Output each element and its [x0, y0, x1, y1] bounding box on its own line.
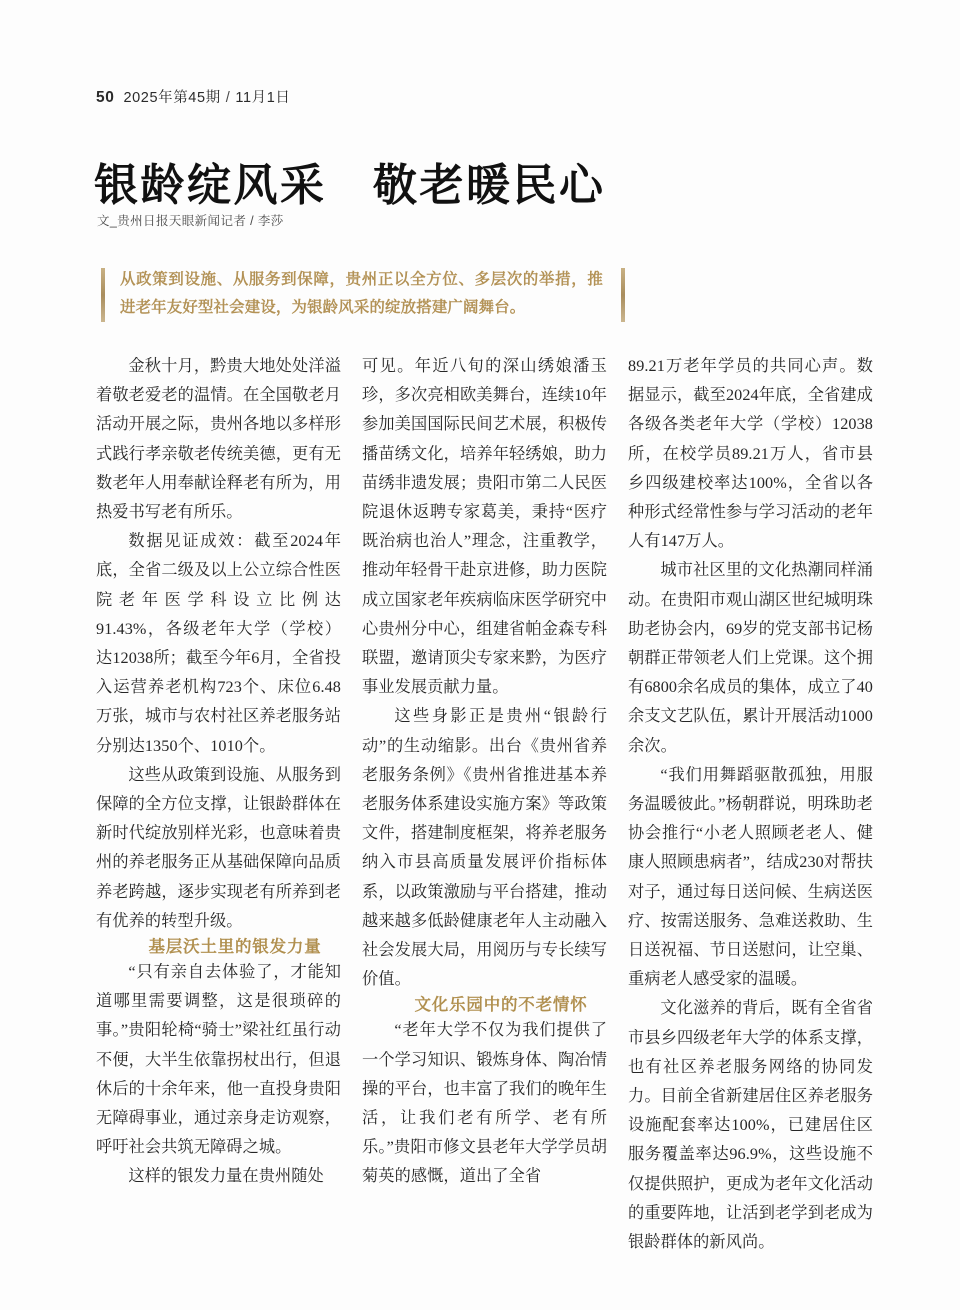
- paragraph: “老年大学不仅为我们提供了一个学习知识、锻炼身体、陶冶情操的平台，也丰富了我们的晚年生活，让我们老有所学、老有所乐。”贵阳市修文县老年大学学员胡菊英的感慨，道出了全省: [362, 1021, 607, 1186]
- running-header: [96, 86, 291, 107]
- paragraph: 城市社区里的文化热潮同样涌动。在贵阳市观山湖区世纪城明珠助老协会内，69岁的党支部书记杨朝群正带领老人们上党课。这个拥有6800余名成员的集体，成立了40余支文艺队伍，累计开展活动1000余次。: [628, 561, 873, 755]
- page-number: 50: [96, 89, 115, 106]
- paragraph: 可见。年近八旬的深山绣娘潘玉珍，多次亮相欧美舞台，连续10年参加美国国际民间艺术展，积极传播苗绣文化，培养年轻绣娘，助力苗绣非遗发展；贵阳市第二人民医院退休返聘专家葛美，秉持“医疗既治病也治人”理念，注重教学，推动年轻骨干赴京进修，助力医院成立国家老年疾病临床医学研究中心贵州分中心，组建省帕金森专科联盟，邀请顶尖专家来黔，为医疗事业发展贡献力量。: [362, 357, 607, 697]
- lead-paragraph: 从政策到设施、从服务到保障，贵州正以全方位、多层次的举措，推进老年友好型社会建设，为银龄风采的绽放搭建广阔舞台。: [120, 271, 603, 316]
- section-subheading: 基层沃土里的银发力量: [148, 938, 322, 957]
- paragraph: 89.21万老年学员的共同心声。数据显示，截至2024年底，全省建成各级各类老年大学（学校）12038所，在校学员89.21万人，省市县乡四级建校率达100%，全省以各种形式经常性参与学习活动的老年人有147万人。: [628, 357, 873, 551]
- header-separator: /: [225, 90, 231, 106]
- lead-rule-right-icon: [621, 268, 625, 322]
- paragraph: 文化滋养的背后，既有全省省市县乡四级老年大学的体系支撑，也有社区养老服务网络的协同发力。目前全省新建居住区养老服务设施配套率达100%，已建居住区服务覆盖率达96.9%，这些设施不仅提供照护，更成为老年文化活动的重要阵地，让活到老学到老成为银龄群体的新风尚。: [628, 999, 873, 1252]
- section-subheading: 文化乐园中的不老情怀: [414, 996, 588, 1015]
- issue-date: 11月1日: [235, 90, 291, 106]
- paragraph: 这样的银发力量在贵州随处: [128, 1167, 324, 1186]
- body-column-2: [362, 352, 607, 1192]
- body-column-3: [628, 352, 873, 1257]
- paragraph: 这些从政策到设施、从服务到保障的全方位支撑，让银龄群体在新时代绽放别样光彩，也意味着贵州的养老服务正从基础保障向品质养老跨越，逐步实现老有所养到老有优养的转型升级。: [96, 765, 341, 930]
- paragraph: 这些身影正是贵州“银龄行动”的生动缩影。出台《贵州省养老服务条例》《贵州省推进基本养老服务体系建设实施方案》等政策文件，搭建制度框架，将养老服务纳入市县高质量发展评价指标体系，以政策激励与平台搭建，推动越来越多低龄健康老年人主动融入社会发展大局，用阅历与专长续写价值。: [362, 707, 607, 989]
- lead-paragraph-block: [101, 266, 625, 324]
- byline: 文_贵州日报天眼新闻记者 / 李莎: [97, 214, 284, 228]
- lead-rule-left-icon: [101, 268, 105, 322]
- page-title: 银龄绽风采 敬老暖民心: [94, 161, 606, 211]
- paragraph: “只有亲自去体验了，才能知道哪里需要调整，这是很琐碎的事。”贵阳轮椅“骑士”梁社红虽行动不便，大半生依靠拐杖出行，但退休后的十余年来，他一直投身贵阳无障碍事业，通过亲身走访观察，呼吁社会共筑无障碍之城。: [96, 963, 341, 1157]
- paragraph: 数据见证成效：截至2024年底，全省二级及以上公立综合性医院老年医学科设立比例达91.43%，各级老年大学（学校）达12038所；截至今年6月，全省投入运营养老机构723个、床位6.48万张，城市与农村社区养老服务站分别达1350个、1010个。: [96, 532, 341, 755]
- issue-label: 2025年第45期: [123, 90, 221, 106]
- paragraph: 金秋十月，黔贵大地处处洋溢着敬老爱老的温情。在全国敬老月活动开展之际，贵州各地以多样形式践行孝亲敬老传统美德，更有无数老年人用奉献诠释老有所为，用热爱书写老有所乐。: [96, 357, 341, 522]
- paragraph: “我们用舞蹈驱散孤独，用服务温暖彼此。”杨朝群说，明珠助老协会推行“小老人照顾老老人、健康人照顾患病者”，结成230对帮扶对子，通过每日送问候、生病送医疗、按需送服务、急难送救助、生日送祝福、节日送慰问，让空巢、重病老人感受家的温暖。: [628, 765, 873, 989]
- body-column-1: [96, 352, 341, 1192]
